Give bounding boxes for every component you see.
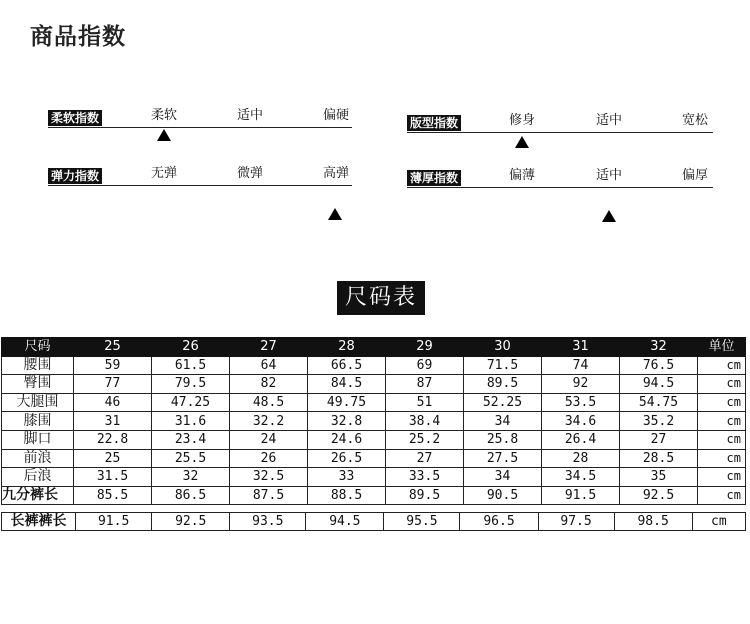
table-cell: 92.5	[152, 513, 230, 530]
unit-cell: cm	[698, 356, 746, 375]
size-header-cell: 32	[620, 338, 698, 357]
size-header-cell: 29	[386, 338, 464, 357]
row-label: 脚口	[2, 430, 74, 449]
table-cell: 34	[464, 468, 542, 487]
size-chart-heading: 尺码表	[337, 281, 425, 315]
table-cell: 61.5	[152, 356, 230, 375]
index-option: 无弹	[150, 166, 178, 181]
unit-cell: cm	[698, 375, 746, 394]
index-option: 偏厚	[681, 168, 709, 183]
index-option: 高弹	[322, 166, 350, 181]
index-label: 版型指数	[407, 115, 461, 131]
index-option: 偏硬	[322, 108, 350, 123]
table-cell: 31.5	[74, 468, 152, 487]
unit-cell: cm	[698, 486, 746, 505]
table-row	[2, 430, 746, 449]
table-cell: 94.5	[306, 513, 384, 530]
row-label: 长裤裤长	[2, 513, 76, 530]
table-cell: 27.5	[464, 449, 542, 468]
table-cell: 71.5	[464, 356, 542, 375]
table-cell: 46	[74, 393, 152, 412]
table-cell: 54.75	[620, 393, 698, 412]
table-cell: 25.5	[152, 449, 230, 468]
unit-cell: cm	[698, 430, 746, 449]
selected-marker-icon	[602, 210, 616, 222]
table-cell: 91.5	[542, 486, 620, 505]
table-cell: 89.5	[464, 375, 542, 394]
table-cell: 66.5	[308, 356, 386, 375]
table-cell: 94.5	[620, 375, 698, 394]
table-cell: 96.5	[460, 513, 538, 530]
table-cell: 34.5	[542, 468, 620, 487]
size-header-cell: 尺码	[2, 338, 74, 357]
table-cell: 92	[542, 375, 620, 394]
size-header-cell: 26	[152, 338, 230, 357]
table-cell: 90.5	[464, 486, 542, 505]
row-label: 前浪	[2, 449, 74, 468]
table-cell: 24	[230, 430, 308, 449]
row-label: 腰围	[2, 356, 74, 375]
table-cell: 25.8	[464, 430, 542, 449]
size-header-cell: 单位	[698, 338, 746, 357]
index-rule	[48, 127, 352, 128]
table-cell: 47.25	[152, 393, 230, 412]
table-cell: 87.5	[230, 486, 308, 505]
table-cell: 26.4	[542, 430, 620, 449]
table-cell: 28	[542, 449, 620, 468]
table-cell: 93.5	[230, 513, 306, 530]
unit-cell: cm	[711, 514, 727, 529]
size-table-header-row	[2, 338, 746, 357]
table-cell: 64	[230, 356, 308, 375]
selected-marker-icon	[328, 208, 342, 220]
row-label: 后浪	[2, 468, 74, 487]
table-cell: 82	[230, 375, 308, 394]
table-cell: 28.5	[620, 449, 698, 468]
table-cell: 86.5	[152, 486, 230, 505]
table-cell: 26	[230, 449, 308, 468]
row-label: 大腿围	[2, 393, 74, 412]
table-cell: 84.5	[308, 375, 386, 394]
table-cell: 76.5	[620, 356, 698, 375]
table-cell: 77	[74, 375, 152, 394]
table-cell: 98.5	[615, 513, 693, 530]
table-cell: 33.5	[386, 468, 464, 487]
row-label: 九分裤长	[2, 486, 74, 505]
table-cell: 32	[152, 468, 230, 487]
table-cell: 24.6	[308, 430, 386, 449]
unit-cell: cm	[698, 468, 746, 487]
size-header-cell: 28	[308, 338, 386, 357]
table-cell: 32.2	[230, 412, 308, 431]
index-option: 修身	[508, 113, 536, 128]
table-cell: 69	[386, 356, 464, 375]
size-header-cell: 25	[74, 338, 152, 357]
unit-cell: cm	[698, 412, 746, 431]
table-row	[2, 375, 746, 394]
table-cell: 91.5	[76, 513, 152, 530]
table-cell: 23.4	[152, 430, 230, 449]
index-option: 微弹	[236, 166, 264, 181]
table-row	[2, 449, 746, 468]
index-rule	[407, 187, 713, 188]
table-cell: 95.5	[384, 513, 460, 530]
table-cell: 88.5	[308, 486, 386, 505]
table-cell: 53.5	[542, 393, 620, 412]
row-label: 臀围	[2, 375, 74, 394]
table-cell: 38.4	[386, 412, 464, 431]
table-row	[2, 486, 746, 505]
table-cell: 35	[620, 468, 698, 487]
table-row	[2, 412, 746, 431]
table-cell: 49.75	[308, 393, 386, 412]
unit-cell: cm	[698, 449, 746, 468]
table-cell: 48.5	[230, 393, 308, 412]
index-option: 柔软	[150, 108, 178, 123]
table-cell: 32.8	[308, 412, 386, 431]
index-option: 适中	[236, 108, 264, 123]
size-header-cell: 31	[542, 338, 620, 357]
table-cell: 32.5	[230, 468, 308, 487]
selected-marker-icon	[157, 129, 171, 141]
index-elasticity	[48, 168, 352, 192]
table-cell: 97.5	[539, 513, 615, 530]
table-row-long-pants	[1, 512, 746, 531]
table-row	[2, 393, 746, 412]
index-option: 宽松	[681, 113, 709, 128]
page-title: 商品指数	[30, 24, 126, 50]
table-cell: 33	[308, 468, 386, 487]
index-option: 适中	[595, 168, 623, 183]
index-option: 适中	[595, 113, 623, 128]
table-cell: 22.8	[74, 430, 152, 449]
table-cell: 74	[542, 356, 620, 375]
table-cell: 27	[386, 449, 464, 468]
table-cell: 35.2	[620, 412, 698, 431]
index-fit	[407, 115, 713, 139]
index-thickness	[407, 170, 713, 194]
table-cell: 25.2	[386, 430, 464, 449]
table-cell: 85.5	[74, 486, 152, 505]
index-label: 柔软指数	[48, 110, 102, 126]
size-table	[1, 337, 746, 505]
table-row	[2, 356, 746, 375]
index-option: 偏薄	[508, 168, 536, 183]
table-cell: 34	[464, 412, 542, 431]
table-cell: 87	[386, 375, 464, 394]
table-row	[2, 468, 746, 487]
index-label: 弹力指数	[48, 168, 102, 184]
table-cell: 27	[620, 430, 698, 449]
table-cell: 92.5	[620, 486, 698, 505]
table-cell: 25	[74, 449, 152, 468]
row-label: 膝围	[2, 412, 74, 431]
table-cell: 59	[74, 356, 152, 375]
index-label: 薄厚指数	[407, 170, 461, 186]
table-cell: 52.25	[464, 393, 542, 412]
table-cell: 79.5	[152, 375, 230, 394]
index-softness	[48, 110, 352, 134]
table-cell: 31	[74, 412, 152, 431]
table-cell: 31.6	[152, 412, 230, 431]
table-cell: 26.5	[308, 449, 386, 468]
size-header-cell: 27	[230, 338, 308, 357]
index-rule	[407, 132, 713, 133]
table-cell: 89.5	[386, 486, 464, 505]
unit-cell: cm	[698, 393, 746, 412]
table-cell: 51	[386, 393, 464, 412]
table-cell: 34.6	[542, 412, 620, 431]
selected-marker-icon	[515, 136, 529, 148]
size-header-cell: 30	[464, 338, 542, 357]
index-rule	[48, 185, 352, 186]
